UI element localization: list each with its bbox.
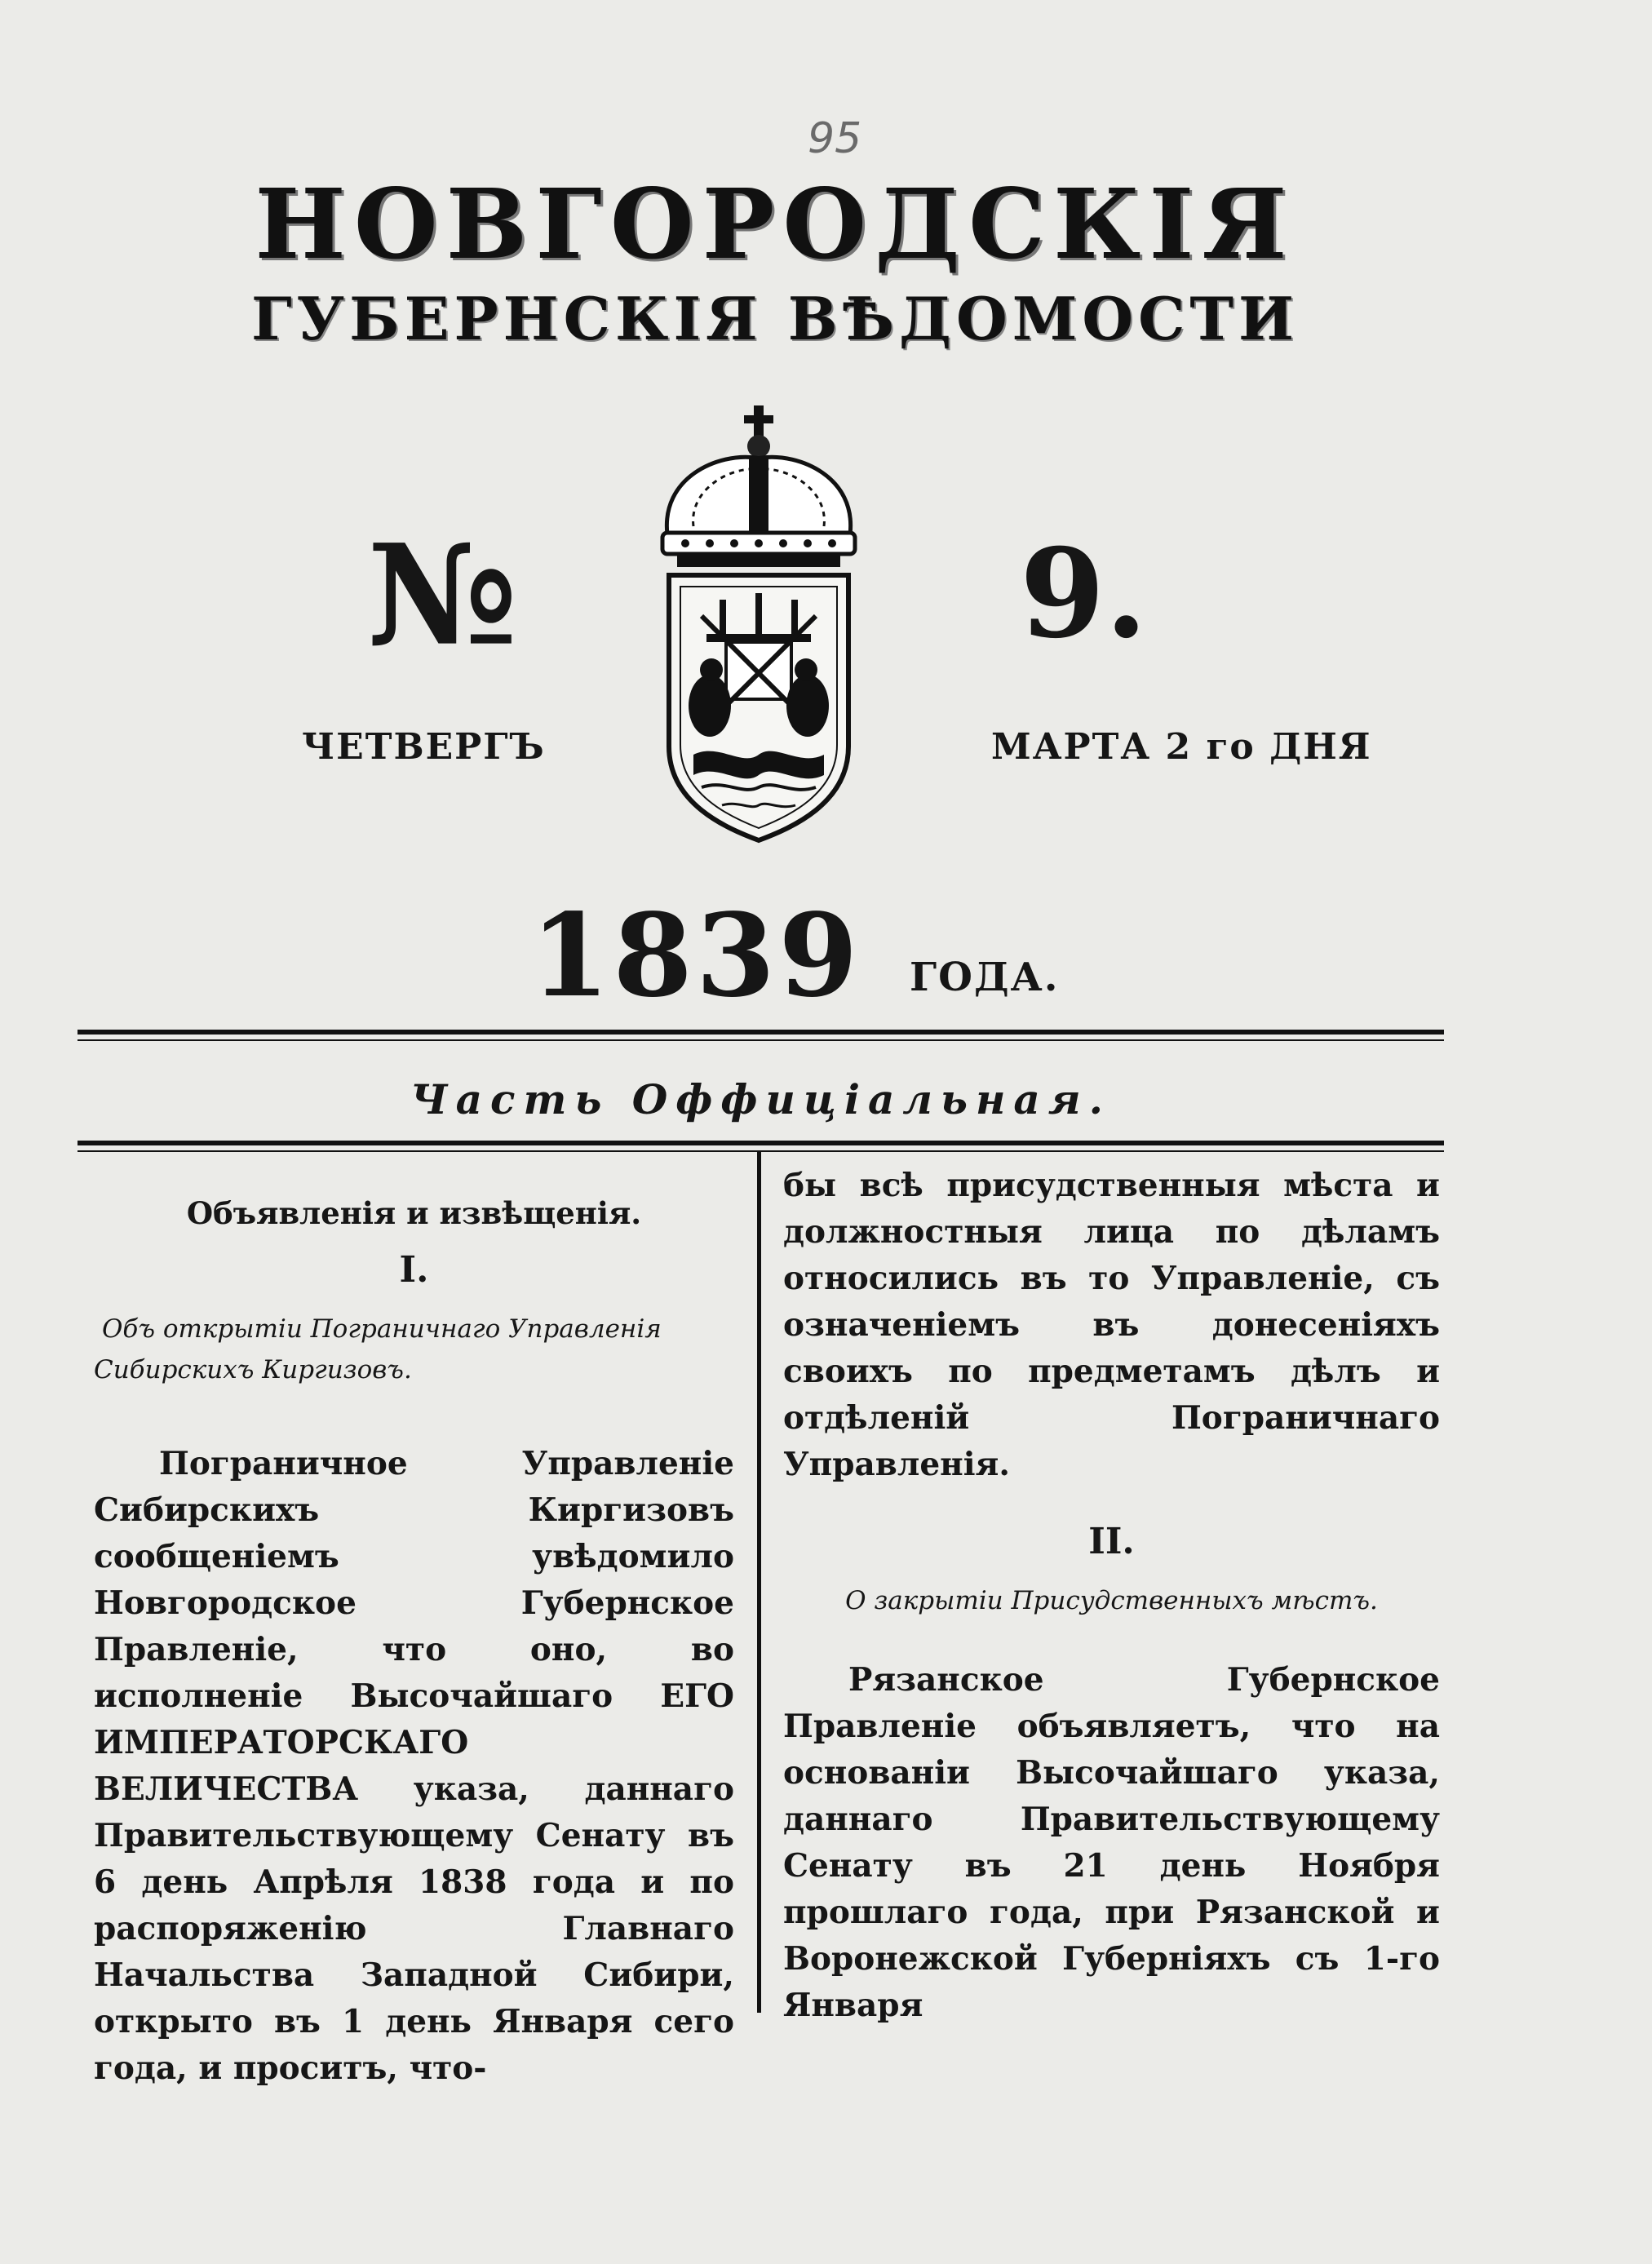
issue-number: 9. [1020,522,1148,666]
issue-number-mark: № [367,514,518,677]
year-word: ГОДА. [910,955,1060,1000]
article-2-paragraph: Рязанское Губернское Правленіе объявляетъ, что на основаніи Высочайшаго указа, даннаго Правительствующему Сенату въ 21 день Ноября прошлаго года, при Рязанской и Воронежской Губерніяхъ съ 1-го Января [783,1661,1440,2024]
issue-year: 1839 [530,889,861,1023]
masthead-title: НОВГОРОДСКІЯ [255,167,1295,281]
left-column [94,1163,734,2092]
announcements-heading: Объявленія и извѣщенія. [186,1195,642,1231]
rule-bottom [78,1141,1444,1152]
rule-top [78,1030,1444,1041]
article-2-numeral: II. [1088,1521,1135,1562]
article-1-subheading: Объ открытіи Пограничнаго Управленія Сибирскихъ Киргизовъ. [94,1314,662,1385]
page-number: 95 [808,114,862,163]
issue-date: МАРТА 2 го ДНЯ [991,726,1372,768]
section-title: Часть Оффиціальная. [410,1075,1112,1123]
right-column [783,1163,1440,2029]
article-2-subheading: О закрытіи Присудственныхъ мѣстъ. [845,1586,1378,1615]
crest-icon [644,404,873,844]
article-1-paragraph: Пограничное Управленіе Сибирскихъ Киргизовъ сообщеніемъ увѣдомило Новгородское Губернское Правленіе, что оно, во исполненіе Высочайшаго ЕГО ИМПЕРАТОРСКАГО ВЕЛИЧЕСТВА указа, даннаго Правительствующему Сенату въ 6 день Апрѣля 1838 года и по распоряженію Главнаго Начальства Западной Сибири, открыто въ 1 день Января сего года, и проситъ, что- [94,1445,734,2087]
article-1-continuation: бы всѣ присудственныя мѣста и должностныя лица по дѣламъ относились въ то Управленіе, съ означеніемъ въ донесеніяхъ своихъ по предметамъ дѣлъ и отдѣленій Пограничнаго Управленія. [783,1167,1440,1483]
column-divider [757,1152,761,2013]
weekday: ЧЕТВЕРГЪ [302,726,546,768]
masthead-subtitle: ГУБЕРНСКІЯ ВѢДОМОСТИ [250,284,1300,353]
article-1-numeral: I. [399,1249,429,1291]
